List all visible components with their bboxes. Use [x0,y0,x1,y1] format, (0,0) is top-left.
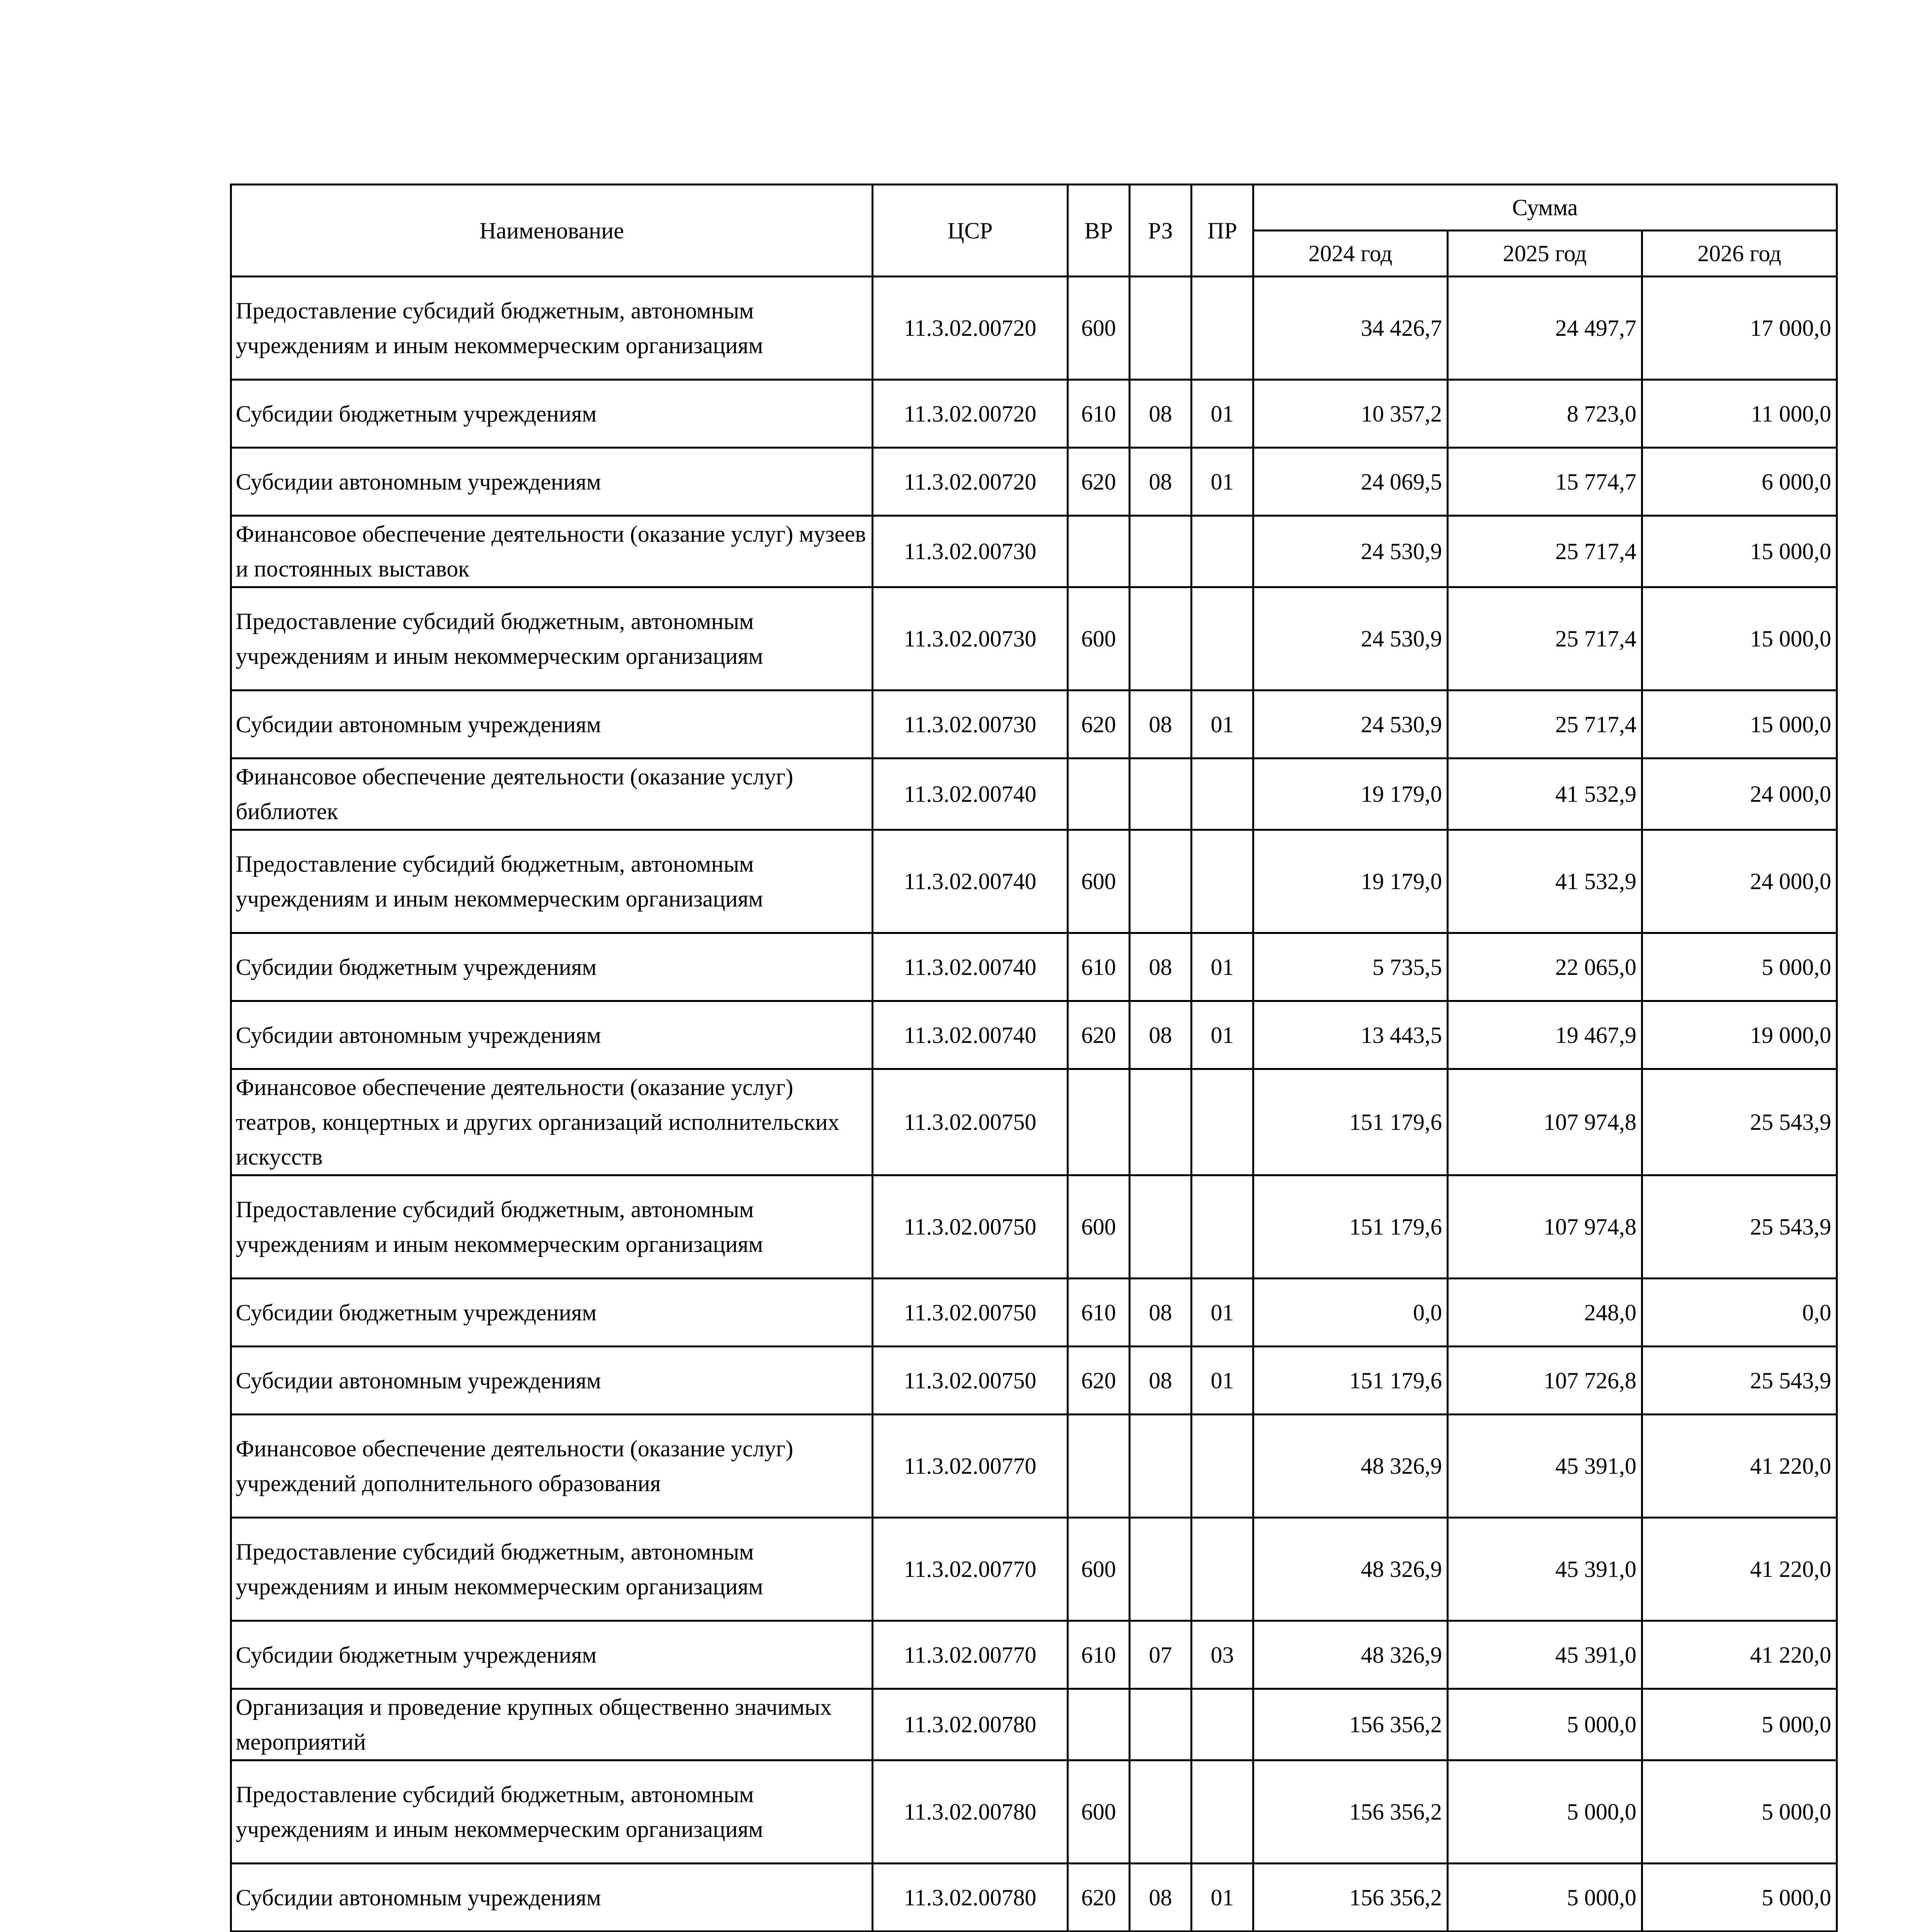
table-body [231,277,1837,1932]
header-year-2026: 2026 год [1642,231,1837,277]
table-row [231,1279,1837,1347]
table-row [231,1621,1837,1689]
cell-y2024: 24 530,9 [1253,516,1448,587]
cell-pr [1192,1415,1253,1518]
header-rz: РЗ [1130,185,1192,277]
cell-pr [1192,830,1253,933]
cell-y2024: 48 326,9 [1253,1621,1448,1689]
cell-y2026: 15 000,0 [1642,587,1837,690]
cell-csr: 11.3.02.00720 [873,448,1068,516]
cell-csr: 11.3.02.00780 [873,1689,1068,1760]
cell-y2024: 151 179,6 [1253,1175,1448,1279]
cell-rz: 08 [1130,1001,1192,1069]
cell-vr: 600 [1068,587,1130,690]
cell-csr: 11.3.02.00770 [873,1518,1068,1621]
cell-rz [1130,1415,1192,1518]
cell-name: Субсидии бюджетным учреждениям [231,933,873,1001]
cell-y2024: 10 357,2 [1253,380,1448,448]
cell-vr [1068,759,1130,830]
cell-csr: 11.3.02.00720 [873,380,1068,448]
cell-y2024: 24 069,5 [1253,448,1448,516]
header-year-2025: 2025 год [1448,231,1642,277]
cell-y2025: 41 532,9 [1448,759,1642,830]
cell-vr: 610 [1068,380,1130,448]
cell-y2026: 25 543,9 [1642,1175,1837,1279]
cell-y2026: 5 000,0 [1642,933,1837,1001]
cell-rz [1130,1175,1192,1279]
cell-y2024: 151 179,6 [1253,1347,1448,1415]
cell-rz [1130,1069,1192,1175]
cell-name: Субсидии автономным учреждениям [231,1864,873,1932]
cell-rz: 08 [1130,448,1192,516]
cell-pr [1192,1069,1253,1175]
cell-name: Финансовое обеспечение деятельности (оказание услуг) библиотек [231,759,873,830]
cell-vr [1068,516,1130,587]
cell-y2024: 24 530,9 [1253,690,1448,759]
table-row [231,587,1837,690]
cell-rz: 08 [1130,1864,1192,1932]
cell-y2025: 107 974,8 [1448,1175,1642,1279]
cell-name: Субсидии автономным учреждениям [231,1001,873,1069]
cell-vr: 620 [1068,448,1130,516]
cell-y2026: 17 000,0 [1642,277,1837,380]
cell-y2025: 45 391,0 [1448,1621,1642,1689]
header-vr: ВР [1068,185,1130,277]
header-year-2024: 2024 год [1253,231,1448,277]
header-sum: Сумма [1253,185,1837,231]
cell-name: Предоставление субсидий бюджетным, автономным учреждениям и иным некоммерческим организациям [231,587,873,690]
cell-csr: 11.3.02.00780 [873,1864,1068,1932]
cell-y2026: 5 000,0 [1642,1689,1837,1760]
cell-y2025: 248,0 [1448,1279,1642,1347]
cell-rz: 08 [1130,690,1192,759]
cell-pr [1192,587,1253,690]
cell-vr: 620 [1068,1347,1130,1415]
cell-vr: 600 [1068,1518,1130,1621]
cell-y2024: 0,0 [1253,1279,1448,1347]
cell-csr: 11.3.02.00740 [873,830,1068,933]
cell-y2024: 19 179,0 [1253,830,1448,933]
cell-vr: 600 [1068,830,1130,933]
cell-name: Предоставление субсидий бюджетным, автономным учреждениям и иным некоммерческим организациям [231,830,873,933]
cell-vr: 610 [1068,1279,1130,1347]
table-row [231,759,1837,830]
cell-csr: 11.3.02.00770 [873,1621,1068,1689]
cell-y2025: 15 774,7 [1448,448,1642,516]
table-header [231,185,1837,277]
cell-name: Субсидии автономным учреждениям [231,690,873,759]
cell-y2026: 41 220,0 [1642,1415,1837,1518]
cell-y2025: 24 497,7 [1448,277,1642,380]
cell-y2024: 34 426,7 [1253,277,1448,380]
cell-csr: 11.3.02.00740 [873,759,1068,830]
table-row [231,1864,1837,1932]
cell-pr: 01 [1192,933,1253,1001]
cell-pr: 01 [1192,1279,1253,1347]
cell-pr [1192,516,1253,587]
cell-name: Финансовое обеспечение деятельности (оказание услуг) музеев и постоянных выставок [231,516,873,587]
cell-pr: 01 [1192,690,1253,759]
cell-name: Финансовое обеспечение деятельности (оказание услуг) театров, концертных и других организаций исполнительских искусств [231,1069,873,1175]
table-row [231,933,1837,1001]
cell-rz [1130,1760,1192,1864]
cell-name: Финансовое обеспечение деятельности (оказание услуг) учреждений дополнительного образования [231,1415,873,1518]
cell-name: Субсидии бюджетным учреждениям [231,1621,873,1689]
cell-vr: 610 [1068,933,1130,1001]
cell-y2026: 24 000,0 [1642,830,1837,933]
cell-rz [1130,277,1192,380]
cell-name: Субсидии бюджетным учреждениям [231,1279,873,1347]
cell-y2026: 19 000,0 [1642,1001,1837,1069]
cell-vr: 600 [1068,277,1130,380]
cell-y2026: 15 000,0 [1642,690,1837,759]
cell-name: Предоставление субсидий бюджетным, автономным учреждениям и иным некоммерческим организациям [231,1518,873,1621]
table-row [231,1175,1837,1279]
cell-pr [1192,759,1253,830]
table-row [231,448,1837,516]
cell-csr: 11.3.02.00740 [873,933,1068,1001]
table-row [231,1760,1837,1864]
cell-vr: 620 [1068,690,1130,759]
cell-y2025: 5 000,0 [1448,1760,1642,1864]
cell-y2025: 41 532,9 [1448,830,1642,933]
cell-y2024: 48 326,9 [1253,1415,1448,1518]
cell-rz [1130,516,1192,587]
cell-y2026: 41 220,0 [1642,1518,1837,1621]
table-row [231,277,1837,380]
cell-y2026: 5 000,0 [1642,1864,1837,1932]
cell-pr: 01 [1192,1001,1253,1069]
cell-pr [1192,1518,1253,1621]
cell-y2025: 107 726,8 [1448,1347,1642,1415]
cell-y2025: 45 391,0 [1448,1518,1642,1621]
header-csr: ЦСР [873,185,1068,277]
cell-y2025: 8 723,0 [1448,380,1642,448]
cell-rz: 07 [1130,1621,1192,1689]
table-row [231,830,1837,933]
table-row [231,1415,1837,1518]
cell-pr: 01 [1192,380,1253,448]
cell-name: Субсидии автономным учреждениям [231,1347,873,1415]
table-row [231,1518,1837,1621]
cell-rz: 08 [1130,933,1192,1001]
cell-y2024: 24 530,9 [1253,587,1448,690]
cell-y2026: 41 220,0 [1642,1621,1837,1689]
cell-csr: 11.3.02.00750 [873,1347,1068,1415]
table-row [231,1069,1837,1175]
cell-csr: 11.3.02.00750 [873,1279,1068,1347]
cell-y2026: 15 000,0 [1642,516,1837,587]
cell-y2024: 13 443,5 [1253,1001,1448,1069]
cell-rz [1130,830,1192,933]
cell-rz [1130,1518,1192,1621]
cell-pr [1192,1689,1253,1760]
cell-pr [1192,1175,1253,1279]
cell-vr: 620 [1068,1001,1130,1069]
cell-y2025: 45 391,0 [1448,1415,1642,1518]
cell-pr [1192,277,1253,380]
cell-name: Предоставление субсидий бюджетным, автономным учреждениям и иным некоммерческим организациям [231,277,873,380]
cell-csr: 11.3.02.00730 [873,690,1068,759]
cell-y2026: 6 000,0 [1642,448,1837,516]
cell-y2025: 5 000,0 [1448,1864,1642,1932]
table-row [231,516,1837,587]
cell-y2024: 5 735,5 [1253,933,1448,1001]
cell-name: Субсидии автономным учреждениям [231,448,873,516]
cell-pr [1192,1760,1253,1864]
cell-y2024: 156 356,2 [1253,1689,1448,1760]
budget-table [230,184,1838,1932]
cell-pr: 01 [1192,1864,1253,1932]
cell-name: Организация и проведение крупных общественно значимых мероприятий [231,1689,873,1760]
cell-y2025: 5 000,0 [1448,1689,1642,1760]
table-row [231,1001,1837,1069]
cell-y2025: 25 717,4 [1448,690,1642,759]
cell-csr: 11.3.02.00740 [873,1001,1068,1069]
cell-vr [1068,1415,1130,1518]
table-row [231,1347,1837,1415]
cell-name: Предоставление субсидий бюджетным, автономным учреждениям и иным некоммерческим организациям [231,1760,873,1864]
cell-vr: 600 [1068,1175,1130,1279]
cell-y2024: 48 326,9 [1253,1518,1448,1621]
cell-y2024: 151 179,6 [1253,1069,1448,1175]
cell-y2024: 19 179,0 [1253,759,1448,830]
cell-rz: 08 [1130,1279,1192,1347]
cell-y2025: 22 065,0 [1448,933,1642,1001]
cell-rz: 08 [1130,380,1192,448]
cell-y2026: 0,0 [1642,1279,1837,1347]
cell-pr: 01 [1192,448,1253,516]
cell-vr [1068,1689,1130,1760]
cell-pr: 03 [1192,1621,1253,1689]
cell-y2026: 11 000,0 [1642,380,1837,448]
cell-y2026: 24 000,0 [1642,759,1837,830]
cell-csr: 11.3.02.00750 [873,1175,1068,1279]
cell-rz [1130,587,1192,690]
cell-y2026: 25 543,9 [1642,1069,1837,1175]
cell-y2024: 156 356,2 [1253,1760,1448,1864]
cell-rz [1130,759,1192,830]
cell-csr: 11.3.02.00780 [873,1760,1068,1864]
cell-y2025: 19 467,9 [1448,1001,1642,1069]
table-row [231,380,1837,448]
cell-vr: 610 [1068,1621,1130,1689]
cell-vr: 600 [1068,1760,1130,1864]
cell-y2024: 156 356,2 [1253,1864,1448,1932]
cell-rz [1130,1689,1192,1760]
table-row [231,1689,1837,1760]
cell-csr: 11.3.02.00730 [873,587,1068,690]
cell-y2025: 107 974,8 [1448,1069,1642,1175]
cell-csr: 11.3.02.00730 [873,516,1068,587]
header-name: Наименование [231,185,873,277]
cell-rz: 08 [1130,1347,1192,1415]
table-row [231,690,1837,759]
cell-pr: 01 [1192,1347,1253,1415]
cell-csr: 11.3.02.00770 [873,1415,1068,1518]
cell-csr: 11.3.02.00750 [873,1069,1068,1175]
cell-y2026: 25 543,9 [1642,1347,1837,1415]
cell-y2025: 25 717,4 [1448,516,1642,587]
cell-y2026: 5 000,0 [1642,1760,1837,1864]
cell-y2025: 25 717,4 [1448,587,1642,690]
cell-name: Субсидии бюджетным учреждениям [231,380,873,448]
cell-vr [1068,1069,1130,1175]
cell-csr: 11.3.02.00720 [873,277,1068,380]
header-row-top [231,185,1837,231]
header-pr: ПР [1192,185,1253,277]
cell-name: Предоставление субсидий бюджетным, автономным учреждениям и иным некоммерческим организациям [231,1175,873,1279]
cell-vr: 620 [1068,1864,1130,1932]
